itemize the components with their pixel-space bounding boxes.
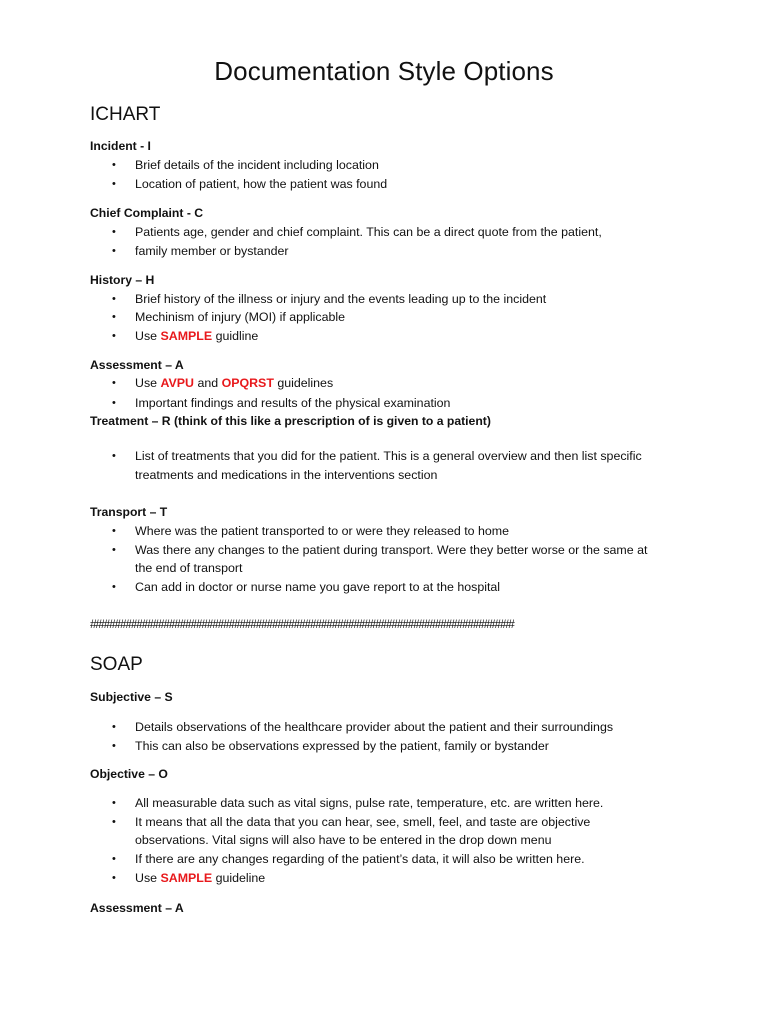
document-page: Documentation Style Options ICHART Incident - I • Brief details of the incident including location • Location of patient, how the patient was found Chief Complaint - C • Patients age, gender and chief complaint. This can be a direct quote from the patient, • family member or bystander History – H • Brief history of the illness or injury and the events leading up to the incident • Mechinism of injury (MOI) if applicable • Use SAMPLE guidline Assessment – A • Use AVPU and OPQRST guidelines • Important findings and results of the physical examination Treatment – R (think of this like a prescription of is given to a patient) • List of treatments that you did for the patient. This is a general overview and then list specific treatments and medications in the interventions section Transport – T • Where was the patient transported to or were they released to home • Was there any changes to the patient during transport. Were they better worse or the same at the end of transport • Can add in doctor or nurse name you gave report to at the hospital ############################################################################## SOAP Subjective – S • Details observations of the healthcare provider about the patient and their surroundings • This can also be observations expressed by the patient, family or bystander Objective – O • All measurable data such as vital signs, pulse rate, temperature, etc. are written here. • It means that all the data that you can hear, see, smell, feel, and taste are objective observations. Vital signs will also have to be entered in the drop down menu • If there are any changes regarding of the patient’s data, it will also be written here. • Use SAMPLE guideline Assessment – A bbox=[0, 0, 768, 1024]
subjective-label: Subjective – S bbox=[90, 690, 173, 704]
bullet-icon: • bbox=[112, 397, 116, 409]
assessment-label: Assessment – A bbox=[90, 358, 184, 372]
bullet-icon: • bbox=[112, 178, 116, 190]
sample-keyword: SAMPLE bbox=[160, 329, 213, 343]
avpu-keyword: AVPU bbox=[160, 376, 194, 390]
bullet-icon: • bbox=[112, 293, 116, 305]
bullet-icon: • bbox=[112, 816, 116, 828]
bullet-icon: • bbox=[112, 853, 116, 865]
objective-label: Objective – O bbox=[90, 767, 168, 781]
bullet-icon: • bbox=[112, 872, 116, 884]
page-title: Documentation Style Options bbox=[214, 56, 554, 86]
bullet-icon: • bbox=[112, 544, 116, 556]
ichart-heading: ICHART bbox=[90, 104, 161, 125]
bullet-icon: • bbox=[112, 159, 116, 171]
treatment-label: Treatment – R (think of this like a prescription of is given to a patient) bbox=[90, 414, 491, 428]
bullet-icon: • bbox=[112, 330, 116, 342]
bullet-icon: • bbox=[112, 311, 116, 323]
sample-keyword: SAMPLE bbox=[160, 871, 213, 885]
soap-assessment-label: Assessment – A bbox=[90, 901, 184, 915]
bullet-icon: • bbox=[112, 797, 116, 809]
bullet-icon: • bbox=[112, 740, 116, 752]
history-label: History – H bbox=[90, 273, 155, 287]
section-divider: ############################################################################## bbox=[90, 617, 514, 631]
opqrst-keyword: OPQRST bbox=[221, 376, 274, 390]
bullet-icon: • bbox=[112, 721, 116, 733]
bullet-icon: • bbox=[112, 581, 116, 593]
chief-complaint-label: Chief Complaint - C bbox=[90, 206, 204, 220]
bullet-icon: • bbox=[112, 525, 116, 537]
soap-heading: SOAP bbox=[90, 654, 143, 675]
transport-label: Transport – T bbox=[90, 505, 168, 519]
bullet-icon: • bbox=[112, 377, 116, 389]
incident-label: Incident - I bbox=[90, 139, 151, 153]
bullet-icon: • bbox=[112, 450, 116, 462]
bullet-icon: • bbox=[112, 226, 116, 238]
bullet-icon: • bbox=[112, 245, 116, 257]
